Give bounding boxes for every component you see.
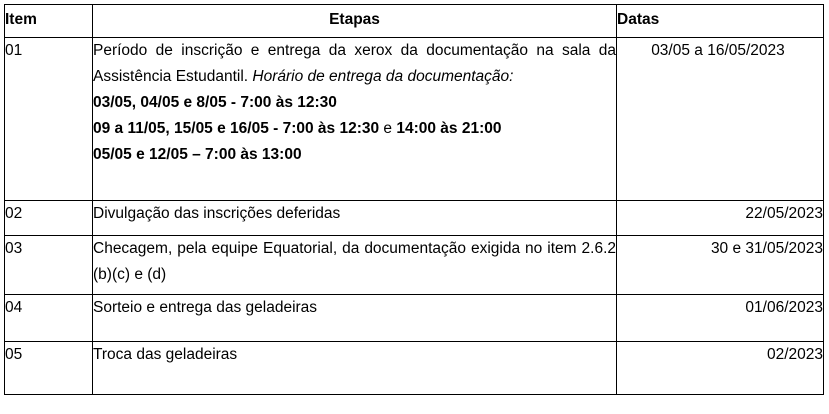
schedule-table xyxy=(4,4,824,395)
schedule-line xyxy=(93,116,616,142)
row-item-number: 02 xyxy=(5,201,93,236)
row-data: 22/05/2023 xyxy=(617,201,824,236)
row-data: 03/05 a 16/05/2023 xyxy=(617,38,824,201)
row-etapa: Sorteio e entrega das geladeiras xyxy=(93,295,617,342)
header-etapas: Etapas xyxy=(93,5,617,38)
row-item-number: 04 xyxy=(5,295,93,342)
row-etapa xyxy=(93,38,617,201)
header-item: Item xyxy=(5,5,93,38)
row-item-number: 05 xyxy=(5,342,93,395)
schedule-line-part: 14:00 às 21:00 xyxy=(396,120,502,137)
header-datas: Datas xyxy=(617,5,824,38)
table-row xyxy=(5,38,824,201)
table-row xyxy=(5,342,824,395)
etapa-italic-note: Horário de entrega da documentação: xyxy=(248,68,514,85)
schedule-line-part: 09 a 11/05, 15/05 e 16/05 - 7:00 às 12:30 xyxy=(93,120,380,137)
etapa-text: na sala da Assistência Estudantil. xyxy=(93,42,616,85)
table-row xyxy=(5,295,824,342)
schedule-line-connector: e xyxy=(379,120,397,137)
schedule-line: 05/05 e 12/05 – 7:00 às 13:00 xyxy=(93,146,302,163)
table-header-row xyxy=(5,5,824,38)
schedule-line: 03/05, 04/05 e 8/05 - 7:00 às 12:30 xyxy=(93,94,337,111)
row-etapa: Divulgação das inscrições deferidas xyxy=(93,201,617,236)
row-data: 30 e 31/05/2023 xyxy=(617,236,824,295)
row-item-number: 01 xyxy=(5,38,93,201)
table-row xyxy=(5,201,824,236)
row-etapa: Checagem, pela equipe Equatorial, da documentação exigida no item 2.6.2 (b)(c) e (d) xyxy=(93,236,617,295)
row-data: 02/2023 xyxy=(617,342,824,395)
row-data: 01/06/2023 xyxy=(617,295,824,342)
row-etapa: Troca das geladeiras xyxy=(93,342,617,395)
row-item-number: 03 xyxy=(5,236,93,295)
etapa-text: Período de inscrição e entrega da xerox da documentação xyxy=(93,42,528,59)
table-row xyxy=(5,236,824,295)
